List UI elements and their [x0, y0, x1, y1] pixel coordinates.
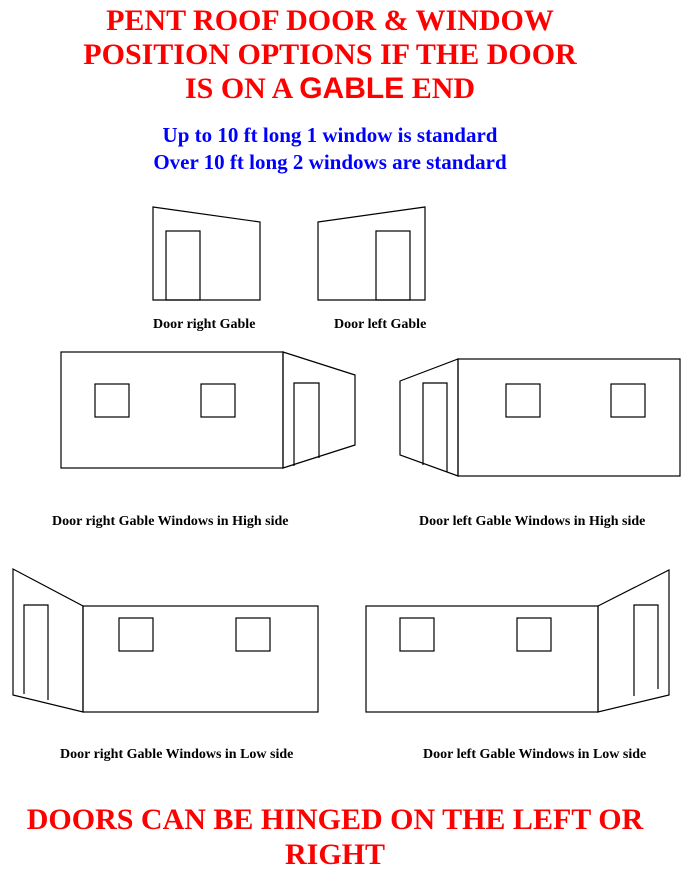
caption-door-left-high-side: Door left Gable Windows in High side	[419, 514, 646, 529]
window	[95, 384, 129, 417]
window	[119, 618, 153, 651]
subtitle-line-1: Up to 10 ft long 1 window is standard	[162, 123, 498, 147]
caption-door-right-low-side: Door right Gable Windows in Low side	[60, 747, 294, 762]
side-wall	[83, 606, 318, 712]
drawing-door-left-high-side	[400, 359, 680, 476]
door	[166, 231, 200, 300]
door	[376, 231, 410, 300]
title-gable-word: GABLE	[299, 72, 405, 105]
subtitle-line-2: Over 10 ft long 2 windows are standard	[153, 150, 507, 174]
caption-door-left-gable: Door left Gable	[334, 317, 427, 332]
drawing-door-left-gable	[318, 207, 425, 300]
caption-door-right-high-side: Door right Gable Windows in High side	[52, 514, 289, 529]
drawing-door-right-gable	[153, 207, 260, 300]
window	[400, 618, 434, 651]
gable-wall-outline	[153, 207, 260, 300]
footer-line-1: DOORS CAN BE HINGED ON THE LEFT OR	[26, 803, 644, 836]
side-wall	[458, 359, 680, 476]
window	[201, 384, 235, 417]
caption-door-left-low-side: Door left Gable Windows in Low side	[423, 747, 647, 762]
gable-wall	[400, 359, 458, 476]
window	[236, 618, 270, 651]
footer-line-2: RIGHT	[284, 838, 386, 871]
gable-wall-outline	[318, 207, 425, 300]
drawing-door-left-low-side	[366, 570, 669, 712]
door	[24, 605, 48, 700]
window	[611, 384, 645, 417]
side-wall	[61, 352, 283, 468]
door	[423, 383, 447, 472]
drawing-door-right-low-side	[13, 569, 318, 712]
title-line-1: PENT ROOF DOOR & WINDOW	[106, 4, 554, 37]
window	[517, 618, 551, 651]
door	[634, 605, 658, 696]
window	[506, 384, 540, 417]
title-line-2: POSITION OPTIONS IF THE DOOR	[83, 38, 577, 71]
door	[294, 383, 319, 466]
drawing-door-right-high-side	[61, 352, 355, 468]
title-line-3-end: END	[404, 72, 476, 105]
footer-note	[0, 802, 670, 872]
title-line-3-start: IS ON A	[184, 72, 300, 105]
side-wall	[366, 606, 598, 712]
caption-door-right-gable: Door right Gable	[153, 317, 256, 332]
